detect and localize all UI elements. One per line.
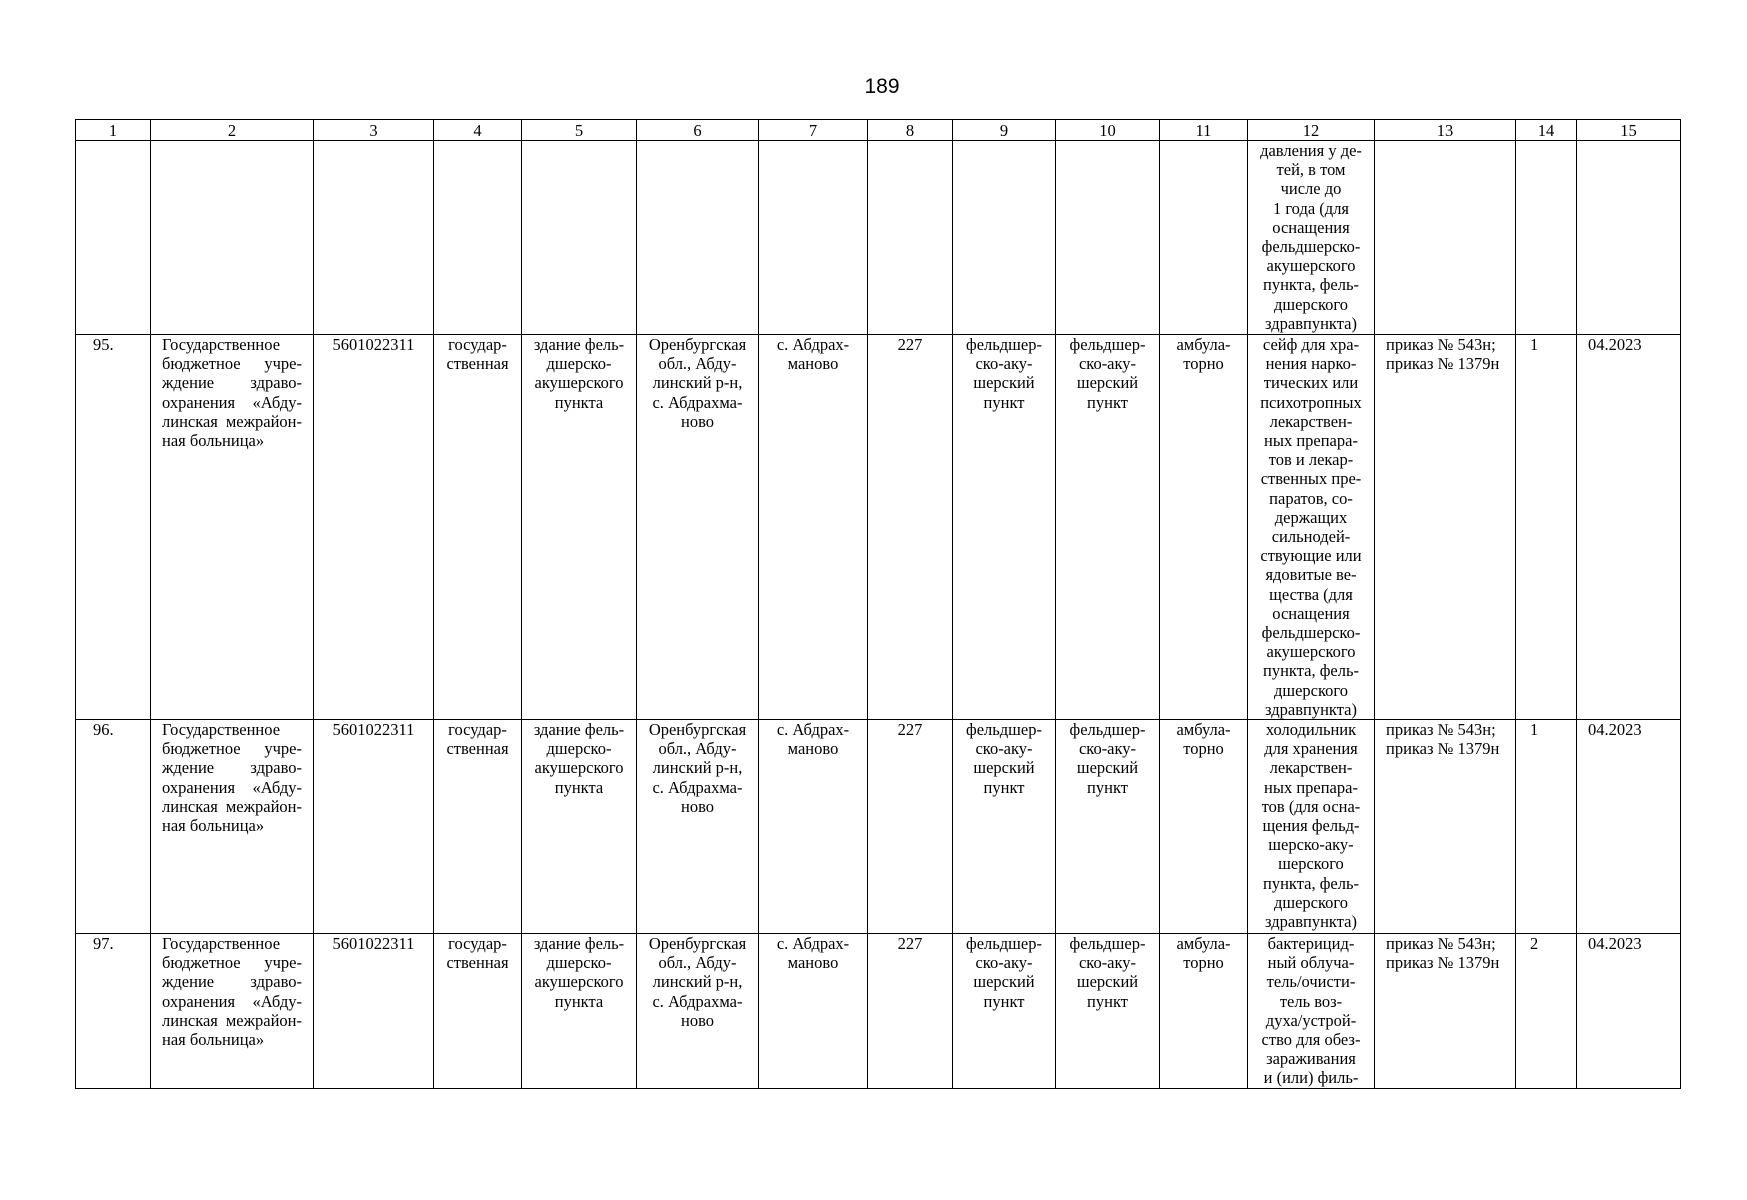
empty-cell [868, 141, 953, 335]
empty-cell [522, 141, 637, 335]
basis-cell: приказ № 543н; приказ № 1379н [1375, 720, 1516, 934]
code-cell: 227 [868, 720, 953, 934]
ownership-cell: государ- ственная [434, 934, 522, 1089]
organization-name-line: ная больница» [162, 816, 265, 836]
unit-name-cell: фельдшер- ско-аку- шерский пункт [1056, 720, 1160, 934]
code-cell: 227 [868, 934, 953, 1089]
empty-cell [637, 141, 759, 335]
column-number: 8 [868, 120, 953, 141]
unit-name-cell: фельдшер- ско-аку- шерский пункт [1056, 934, 1160, 1089]
object-cell: здание фель- дшерско- акушерского пункта [522, 720, 637, 934]
ownership-cell: государ- ственная [434, 335, 522, 720]
address-cell: Оренбургская обл., Абду- линский р-н, с. Абдрахма- ново [637, 335, 759, 720]
column-number: 15 [1577, 120, 1681, 141]
locality-cell: с. Абдрах- маново [759, 934, 868, 1089]
equipment-cell: давления у де- тей, в том числе до 1 года (для оснащения фельдшерско- акушерского пункта, фель- дшерского здравпункта) [1248, 141, 1375, 335]
empty-cell [1056, 141, 1160, 335]
column-number: 14 [1516, 120, 1577, 141]
column-number: 4 [434, 120, 522, 141]
address-cell: Оренбургская обл., Абду- линский р-н, с. Абдрахма- ново [637, 720, 759, 934]
column-number: 9 [953, 120, 1056, 141]
organization-name-line: линская межрайон- [162, 411, 302, 431]
organization-name-line: охранения «Абду- [162, 991, 302, 1011]
organization-name [151, 720, 314, 934]
locality-cell: с. Абдрах- маново [759, 720, 868, 934]
organization-name-line: линская межрайон- [162, 796, 302, 816]
empty-cell [1577, 141, 1681, 335]
empty-cell [76, 141, 151, 335]
organization-name-line: ждение здраво- [162, 373, 302, 393]
empty-cell [314, 141, 434, 335]
column-number: 13 [1375, 120, 1516, 141]
empty-cell [953, 141, 1056, 335]
organization-name-line: Государственное [162, 720, 281, 740]
date-cell: 04.2023 [1577, 720, 1681, 934]
organization-name [151, 934, 314, 1089]
quantity-cell: 1 [1516, 335, 1577, 720]
row-number: 96. [76, 720, 151, 934]
care-type-cell: амбула- торно [1160, 934, 1248, 1089]
empty-cell [1375, 141, 1516, 335]
basis-cell: приказ № 543н; приказ № 1379н [1375, 934, 1516, 1089]
column-number: 2 [151, 120, 314, 141]
row-number: 95. [76, 335, 151, 720]
date-cell: 04.2023 [1577, 934, 1681, 1089]
organization-name-line: ждение здраво- [162, 972, 302, 992]
care-type-cell: амбула- торно [1160, 335, 1248, 720]
basis-cell: приказ № 543н; приказ № 1379н [1375, 335, 1516, 720]
column-number: 6 [637, 120, 759, 141]
equipment-cell: холодильник для хранения лекарствен- ных препара- тов (для осна- щения фельд- шерско-аку- шерского пункта, фель- дшерского здравпункта) [1248, 720, 1375, 934]
organization-name [151, 335, 314, 720]
table-row-continuation [76, 141, 1681, 335]
quantity-cell: 2 [1516, 934, 1577, 1089]
column-number: 10 [1056, 120, 1160, 141]
table-row [76, 335, 1681, 720]
quantity-cell: 1 [1516, 720, 1577, 934]
empty-cell [1160, 141, 1248, 335]
column-number: 7 [759, 120, 868, 141]
column-number-row [76, 120, 1681, 141]
unit-type-cell: фельдшер- ско-аку- шерский пункт [953, 720, 1056, 934]
organization-name-line: ждение здраво- [162, 758, 302, 778]
row-number: 97. [76, 934, 151, 1089]
column-number: 1 [76, 120, 151, 141]
column-number: 12 [1248, 120, 1375, 141]
date-cell: 04.2023 [1577, 335, 1681, 720]
column-number: 5 [522, 120, 637, 141]
organization-name-line: Государственное [162, 934, 281, 954]
equipment-cell: сейф для хра- нения нарко- тических или психотропных лекарствен- ных препара- тов и лекар- ственных пре- паратов, со- держащих сильнодей- ствующие или ядовитые ве- щества (для оснащения фельдшерско- акушерского пункта, фель- дшерского здравпункта) [1248, 335, 1375, 720]
column-number: 11 [1160, 120, 1248, 141]
empty-cell [1516, 141, 1577, 335]
empty-cell [434, 141, 522, 335]
organization-name-line: охранения «Абду- [162, 392, 302, 412]
care-type-cell: амбула- торно [1160, 720, 1248, 934]
object-cell: здание фель- дшерско- акушерского пункта [522, 934, 637, 1089]
inn-cell: 5601022311 [314, 335, 434, 720]
object-cell: здание фель- дшерско- акушерского пункта [522, 335, 637, 720]
inn-cell: 5601022311 [314, 720, 434, 934]
unit-type-cell: фельдшер- ско-аку- шерский пункт [953, 335, 1056, 720]
organization-name-line: охранения «Абду- [162, 777, 302, 797]
code-cell: 227 [868, 335, 953, 720]
equipment-cell: бактерицид- ный облуча- тель/очисти- тель воз- духа/устрой- ство для обез- зараживания и (или) филь- [1248, 934, 1375, 1089]
organization-name-line: бюджетное учре- [162, 739, 302, 759]
organization-name-line: Государственное [162, 335, 281, 354]
organization-name-line: бюджетное учре- [162, 354, 302, 374]
organization-name-line: ная больница» [162, 431, 265, 451]
equipment-table [75, 119, 1681, 1089]
table-row [76, 934, 1681, 1089]
unit-type-cell: фельдшер- ско-аку- шерский пункт [953, 934, 1056, 1089]
locality-cell: с. Абдрах- маново [759, 335, 868, 720]
table-row [76, 720, 1681, 934]
ownership-cell: государ- ственная [434, 720, 522, 934]
inn-cell: 5601022311 [314, 934, 434, 1089]
unit-name-cell: фельдшер- ско-аку- шерский пункт [1056, 335, 1160, 720]
empty-cell [759, 141, 868, 335]
address-cell: Оренбургская обл., Абду- линский р-н, с. Абдрахма- ново [637, 934, 759, 1089]
page-number: 189 [864, 75, 900, 98]
empty-cell [151, 141, 314, 335]
column-number: 3 [314, 120, 434, 141]
organization-name-line: линская межрайон- [162, 1010, 302, 1030]
organization-name-line: ная больница» [162, 1030, 265, 1050]
organization-name-line: бюджетное учре- [162, 953, 302, 973]
